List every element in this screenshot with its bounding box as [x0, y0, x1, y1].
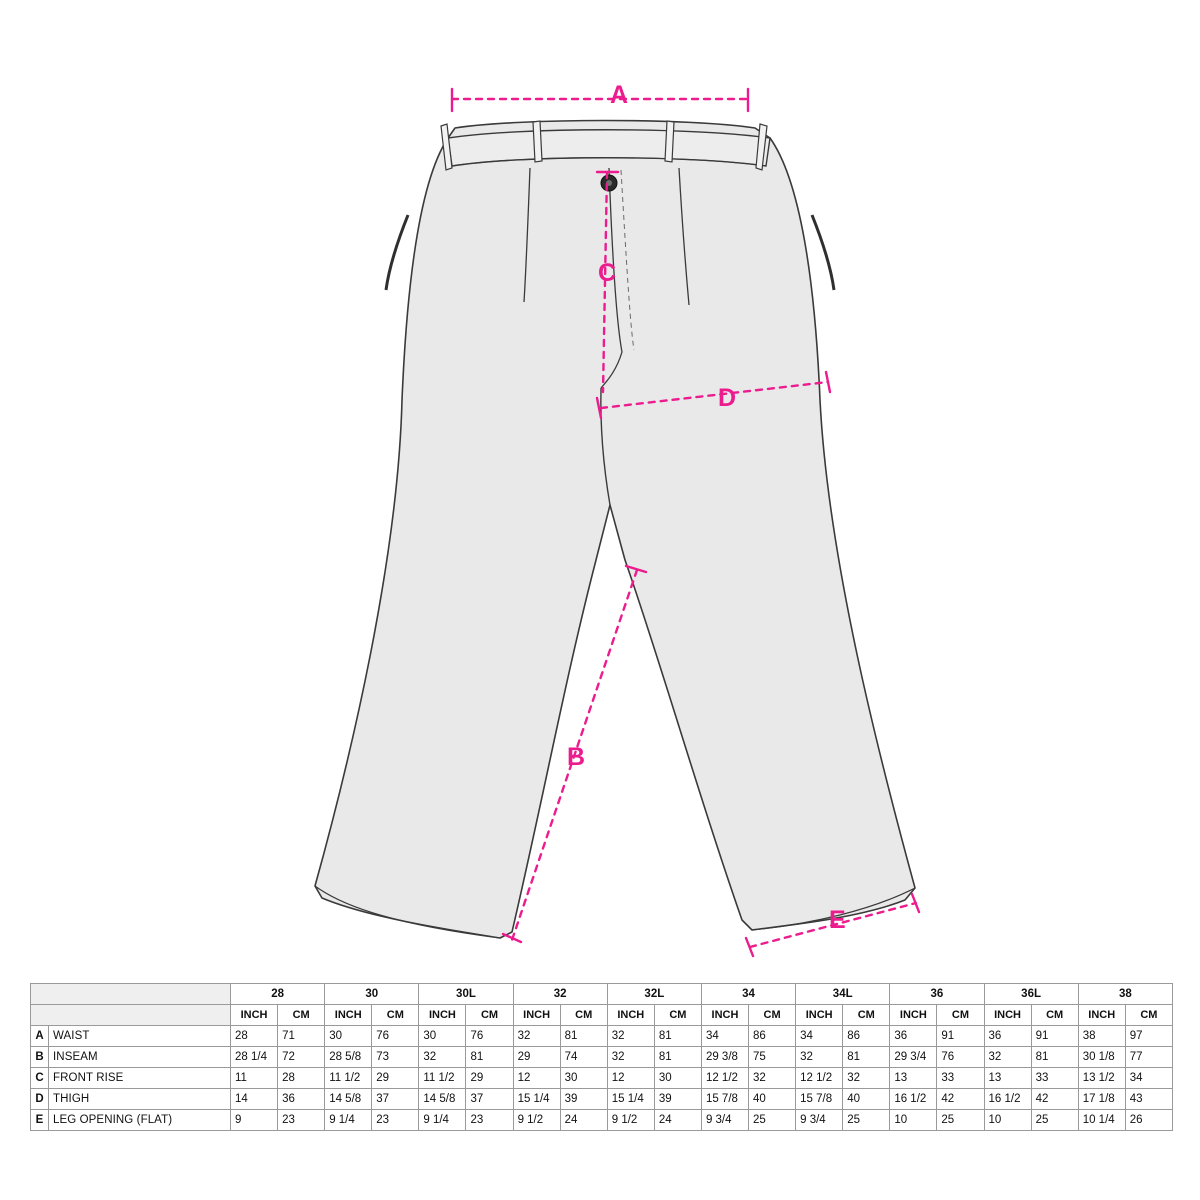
measure-value: 29: [466, 1068, 513, 1089]
table-row: [31, 1068, 1173, 1089]
measure-value: 13: [890, 1068, 937, 1089]
unit-header-cm: CM: [937, 1005, 984, 1026]
unit-header-cm: CM: [372, 1005, 419, 1026]
size-header-38: 38: [1078, 984, 1172, 1005]
measure-value: 32: [513, 1026, 560, 1047]
measure-value: 9 3/4: [796, 1110, 843, 1131]
measure-value: 71: [278, 1026, 325, 1047]
measure-value: 33: [1031, 1068, 1078, 1089]
measure-value: 30: [419, 1026, 466, 1047]
table-row: [31, 1089, 1173, 1110]
size-chart-table-wrapper: [30, 983, 1173, 1131]
measure-label-c: FRONT RISE: [49, 1068, 231, 1089]
measure-value: 74: [560, 1047, 607, 1068]
measure-value: 34: [796, 1026, 843, 1047]
unit-header-cm: CM: [1125, 1005, 1172, 1026]
measure-value: 32: [607, 1026, 654, 1047]
measure-value: 86: [843, 1026, 890, 1047]
measure-value: 29: [513, 1047, 560, 1068]
measure-value: 32: [607, 1047, 654, 1068]
measure-value: 76: [372, 1026, 419, 1047]
measure-label-d: THIGH: [49, 1089, 231, 1110]
measure-value: 28 5/8: [325, 1047, 372, 1068]
measure-value: 25: [1031, 1110, 1078, 1131]
measure-value: 25: [749, 1110, 796, 1131]
measure-key-e: E: [31, 1110, 49, 1131]
measure-value: 30: [560, 1068, 607, 1089]
measure-value: 81: [654, 1047, 701, 1068]
measure-value: 37: [372, 1089, 419, 1110]
measure-key-b: B: [31, 1047, 49, 1068]
measure-value: 26: [1125, 1110, 1172, 1131]
waist-measure-label: A: [610, 81, 629, 109]
measure-key-a: A: [31, 1026, 49, 1047]
measure-value: 10: [890, 1110, 937, 1131]
measure-label-e: LEG OPENING (FLAT): [49, 1110, 231, 1131]
measure-value: 14: [231, 1089, 278, 1110]
measure-value: 91: [1031, 1026, 1078, 1047]
measure-value: 81: [654, 1026, 701, 1047]
measure-value: 32: [749, 1068, 796, 1089]
unit-header-inch: INCH: [231, 1005, 278, 1026]
measure-value: 28: [278, 1068, 325, 1089]
measure-value: 36: [278, 1089, 325, 1110]
measure-value: 11 1/2: [325, 1068, 372, 1089]
measure-value: 12 1/2: [701, 1068, 748, 1089]
measure-label-b: INSEAM: [49, 1047, 231, 1068]
measure-value: 34: [1125, 1068, 1172, 1089]
measure-value: 29 3/4: [890, 1047, 937, 1068]
table-row: [31, 1047, 1173, 1068]
measure-value: 28: [231, 1026, 278, 1047]
measure-value: 39: [654, 1089, 701, 1110]
measure-value: 32: [984, 1047, 1031, 1068]
measure-value: 16 1/2: [984, 1089, 1031, 1110]
unit-header-corner-cell: [31, 1005, 231, 1026]
measure-value: 81: [466, 1047, 513, 1068]
measure-value: 13 1/2: [1078, 1068, 1125, 1089]
measure-key-c: C: [31, 1068, 49, 1089]
measure-value: 75: [749, 1047, 796, 1068]
inseam-measure-label: B: [567, 743, 586, 771]
measure-value: 24: [654, 1110, 701, 1131]
measure-value: 86: [749, 1026, 796, 1047]
unit-header-inch: INCH: [513, 1005, 560, 1026]
measure-value: 77: [1125, 1047, 1172, 1068]
measure-value: 32: [843, 1068, 890, 1089]
unit-header-inch: INCH: [607, 1005, 654, 1026]
unit-header-inch: INCH: [796, 1005, 843, 1026]
measure-value: 13: [984, 1068, 1031, 1089]
measure-value: 30 1/8: [1078, 1047, 1125, 1068]
size-header-34: 34: [701, 984, 795, 1005]
size-header-36l: 36L: [984, 984, 1078, 1005]
measure-value: 76: [937, 1047, 984, 1068]
measure-value: 9: [231, 1110, 278, 1131]
size-header-28: 28: [231, 984, 325, 1005]
unit-header-inch: INCH: [419, 1005, 466, 1026]
unit-header-inch: INCH: [890, 1005, 937, 1026]
measure-value: 28 1/4: [231, 1047, 278, 1068]
measure-value: 97: [1125, 1026, 1172, 1047]
size-header-32l: 32L: [607, 984, 701, 1005]
measure-value: 9 1/2: [607, 1110, 654, 1131]
header-corner-cell: [31, 984, 231, 1005]
measure-value: 14 5/8: [325, 1089, 372, 1110]
measure-label-a: WAIST: [49, 1026, 231, 1047]
measure-value: 29 3/8: [701, 1047, 748, 1068]
measure-value: 16 1/2: [890, 1089, 937, 1110]
measure-value: 9 1/4: [419, 1110, 466, 1131]
size-header-row: [31, 984, 1173, 1005]
measure-value: 40: [843, 1089, 890, 1110]
measure-value: 30: [325, 1026, 372, 1047]
table-row: [31, 1110, 1173, 1131]
measure-value: 36: [984, 1026, 1031, 1047]
unit-header-inch: INCH: [701, 1005, 748, 1026]
measure-value: 91: [937, 1026, 984, 1047]
measure-value: 25: [937, 1110, 984, 1131]
measure-value: 38: [1078, 1026, 1125, 1047]
size-header-36: 36: [890, 984, 984, 1005]
unit-header-cm: CM: [466, 1005, 513, 1026]
measure-value: 81: [1031, 1047, 1078, 1068]
front-rise-measure-label: C: [598, 259, 617, 287]
measure-value: 12: [513, 1068, 560, 1089]
measure-value: 11: [231, 1068, 278, 1089]
measure-value: 42: [1031, 1089, 1078, 1110]
unit-header-inch: INCH: [984, 1005, 1031, 1026]
unit-header-cm: CM: [843, 1005, 890, 1026]
measure-value: 23: [372, 1110, 419, 1131]
measure-value: 72: [278, 1047, 325, 1068]
unit-header-cm: CM: [654, 1005, 701, 1026]
measure-value: 40: [749, 1089, 796, 1110]
measure-value: 81: [843, 1047, 890, 1068]
measure-value: 37: [466, 1089, 513, 1110]
size-header-32: 32: [513, 984, 607, 1005]
measure-key-d: D: [31, 1089, 49, 1110]
measure-value: 10: [984, 1110, 1031, 1131]
measure-value: 36: [890, 1026, 937, 1047]
unit-header-row: [31, 1005, 1173, 1026]
measure-value: 14 5/8: [419, 1089, 466, 1110]
measure-value: 25: [843, 1110, 890, 1131]
pants-outline: [315, 121, 915, 939]
size-header-30l: 30L: [419, 984, 513, 1005]
measure-value: 42: [937, 1089, 984, 1110]
unit-header-cm: CM: [1031, 1005, 1078, 1026]
measure-value: 15 1/4: [513, 1089, 560, 1110]
measure-value: 24: [560, 1110, 607, 1131]
size-header-34l: 34L: [796, 984, 890, 1005]
unit-header-cm: CM: [749, 1005, 796, 1026]
size-chart-table: [30, 983, 1173, 1131]
measure-value: 15 1/4: [607, 1089, 654, 1110]
size-header-30: 30: [325, 984, 419, 1005]
measure-value: 9 1/4: [325, 1110, 372, 1131]
measure-value: 17 1/8: [1078, 1089, 1125, 1110]
measure-value: 76: [466, 1026, 513, 1047]
measure-value: 34: [701, 1026, 748, 1047]
measure-value: 15 7/8: [796, 1089, 843, 1110]
measure-value: 81: [560, 1026, 607, 1047]
measure-value: 39: [560, 1089, 607, 1110]
measure-value: 10 1/4: [1078, 1110, 1125, 1131]
measure-value: 29: [372, 1068, 419, 1089]
table-row: [31, 1026, 1173, 1047]
thigh-measure-label: D: [718, 384, 737, 412]
unit-header-cm: CM: [560, 1005, 607, 1026]
measure-value: 11 1/2: [419, 1068, 466, 1089]
measure-value: 43: [1125, 1089, 1172, 1110]
measure-value: 73: [372, 1047, 419, 1068]
measure-value: 9 3/4: [701, 1110, 748, 1131]
measure-value: 15 7/8: [701, 1089, 748, 1110]
unit-header-inch: INCH: [1078, 1005, 1125, 1026]
measure-value: 23: [466, 1110, 513, 1131]
measure-value: 32: [419, 1047, 466, 1068]
unit-header-cm: CM: [278, 1005, 325, 1026]
measure-value: 12 1/2: [796, 1068, 843, 1089]
measure-value: 33: [937, 1068, 984, 1089]
measure-value: 23: [278, 1110, 325, 1131]
leg-opening-measure-label: E: [829, 906, 846, 934]
measure-value: 9 1/2: [513, 1110, 560, 1131]
measure-value: 32: [796, 1047, 843, 1068]
measure-value: 12: [607, 1068, 654, 1089]
measure-value: 30: [654, 1068, 701, 1089]
unit-header-inch: INCH: [325, 1005, 372, 1026]
